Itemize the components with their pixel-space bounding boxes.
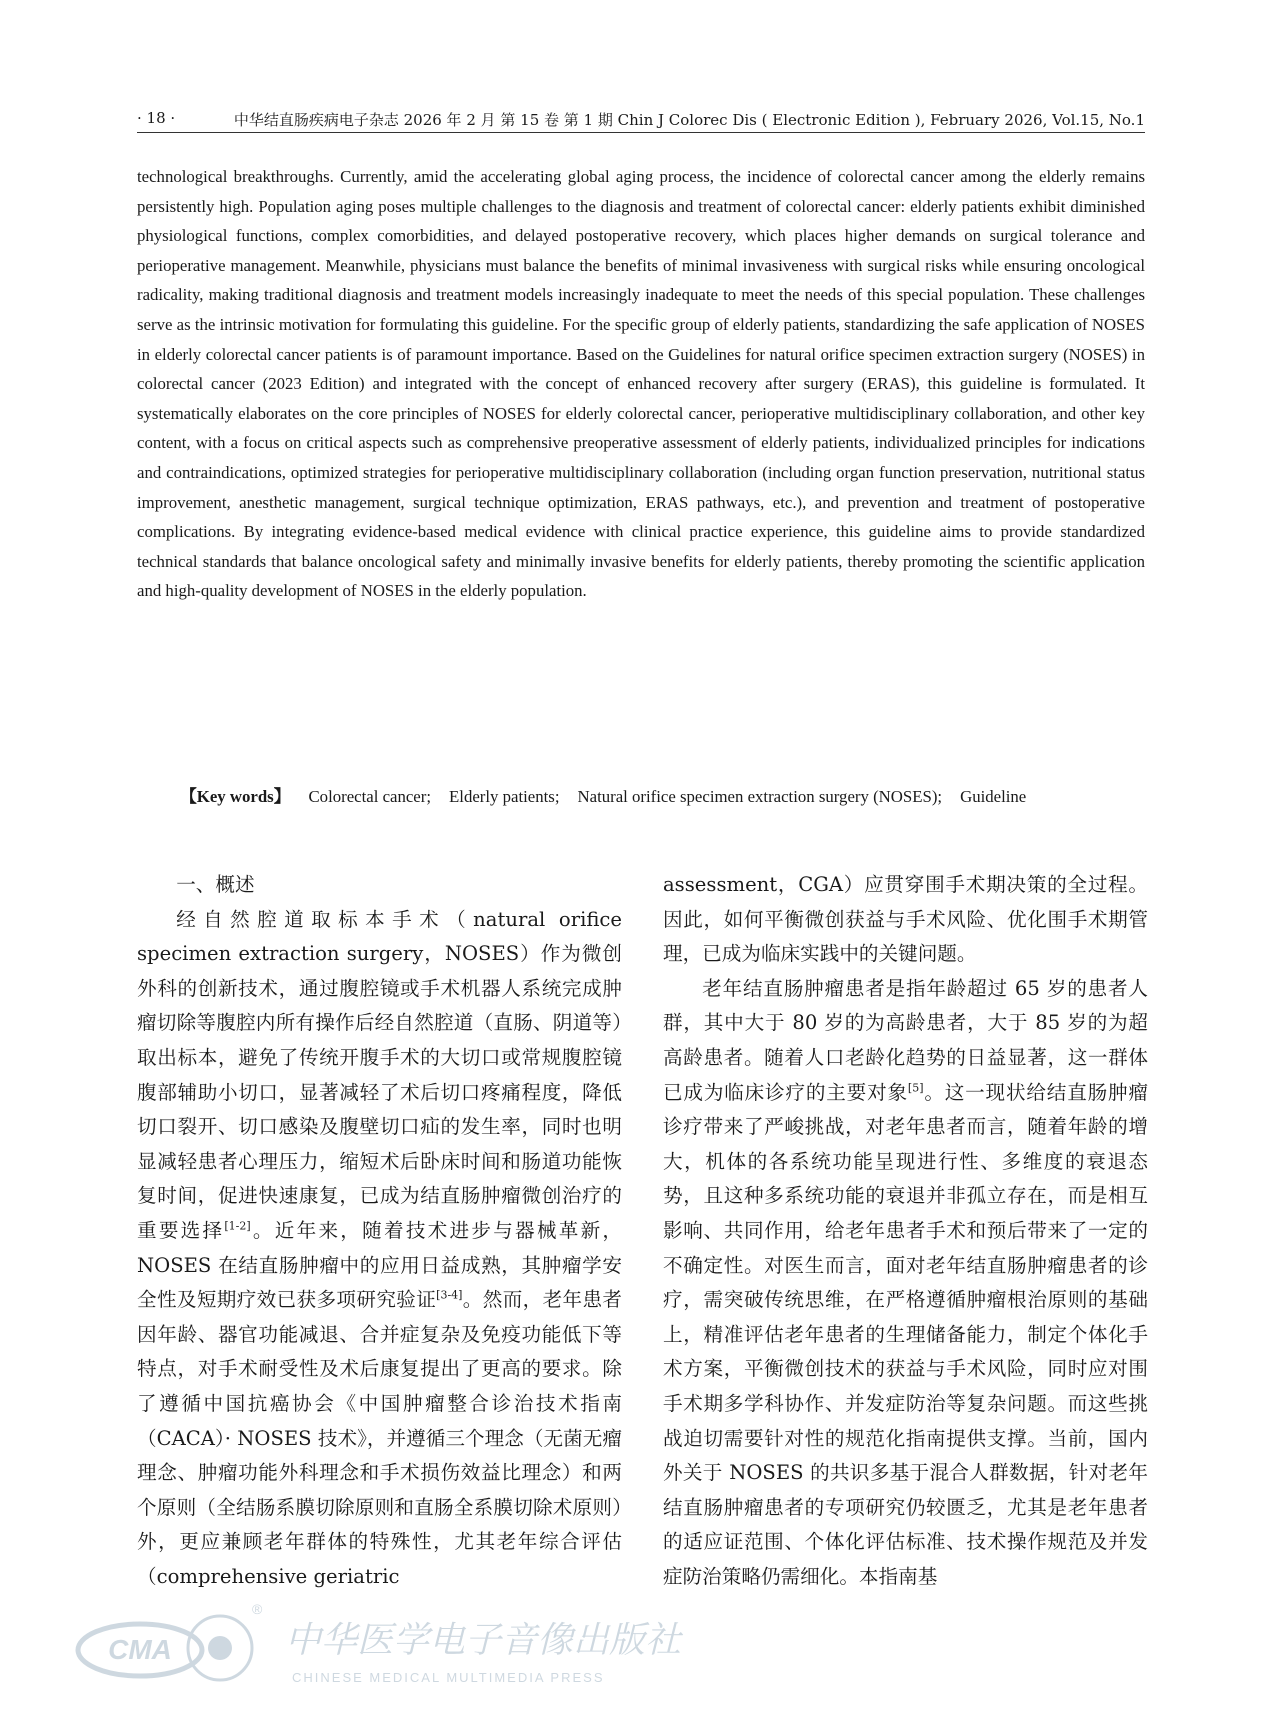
body-paragraph	[137, 903, 622, 1595]
publisher-logo	[70, 1600, 682, 1692]
logo-text: CMA	[108, 1634, 172, 1665]
keyword-term: ; Natural orifice specimen extraction surgery (NOSES)	[573, 787, 938, 806]
journal-citation: 中华结直肠疾病电子杂志 2026 年 2 月 第 15 卷 第 1 期 Chin J Colorec Dis ( Electronic Edition ), February 2026, Vol.15, No.1	[233, 111, 1145, 129]
body-column-left	[137, 868, 622, 1594]
paragraph-text: 。近年来，随着技术进步与器械革新，NOSES 在结直肠肿瘤中的应用日益成熟，其肿瘤学安全性及短期疗效已获多项研究验证	[137, 1218, 623, 1312]
paragraph-text: 。然而，老年患者因年龄、器官功能减退、合并症复杂及免疫功能低下等特点，对手术耐受性及术后康复提出了更高的要求。除了遵循中国抗癌协会《中国肿瘤整合诊治技术指南（CACA）· NOSES 技术》，并遵循三个理念（无菌无瘤理念、肿瘤功能外科理念和手术损伤效益比理念）和两个原则（全结肠系膜切除原则和直肠全系膜切除术原则）外，更应兼顾老年群体的特殊性，尤其老年综合评估（comprehensive geriatric	[137, 1288, 623, 1588]
section-heading: 一、概述	[176, 873, 255, 896]
citation[interactable]: [3-4]	[436, 1288, 463, 1302]
paragraph-text: 经自然腔道取标本手术（natural orifice specimen extraction surgery，NOSES）作为微创外科的创新技术，通过腹腔镜或手术机器人系统完成肿瘤切除等腹腔内所有操作后经自然腔道（直肠、阴道等）取出标本，避免了传统开腹手术的大切口或常规腹腔镜腹部辅助小切口，显著减轻了术后切口疼痛程度，降低切口裂开、切口感染及腹壁切口疝的发生率，同时也明显减轻患者心理压力，缩短术后卧床时间和肠道功能恢复时间，促进快速康复，已成为结直肠肿瘤微创治疗的重要选择	[137, 907, 622, 1242]
cma-emblem-icon	[78, 1601, 263, 1680]
paragraph-text: 。这一现状给结直肠肿瘤诊疗带来了严峻挑战，对老年患者而言，随着年龄的增大，机体的各系统功能呈现进行性、多维度的衰退态势，且这种多系统功能的衰退并非孤立存在，而是相互影响、共同作用，给老年患者手术和预后带来了一定的不确定性。对医生而言，面对老年结直肠肿瘤患者的诊疗，需突破传统思维，在严格遵循肿瘤根治原则的基础上，精准评估老年患者的生理储备能力，制定个体化手术方案，平衡微创技术的获益与手术风险，同时应对围手术期多学科协作、并发症防治等复杂问题。而这些挑战迫切需要针对性的规范化指南提供支撑。当前，国内外关于 NOSES 的共识多基于混合人群数据，针对老年结直肠肿瘤患者的专项研究仍较匮乏，尤其是老年患者的适应证范围、个体化评估标准、技术操作规范及并发症防治策略仍需细化。本指南基	[663, 1080, 1149, 1588]
keyword-term: ; Elderly patients	[444, 787, 554, 806]
paragraph-text: 老年结直肠肿瘤患者是指年龄超过 65 岁的患者人群，其中大于 80 岁的为高龄患者，大于 85 岁的为超高龄患者。随着人口老龄化趋势的日益显著，这一群体已成为临床诊疗的主要对象	[663, 976, 1148, 1104]
keywords	[137, 782, 1145, 812]
body-paragraph-continued: assessment，CGA）应贯穿围手术期决策的全过程。因此，如何平衡微创获益与手术风险、优化围手术期管理，已成为临床实践中的关键问题。	[663, 873, 1148, 966]
keyword-term: Colorectal cancer	[308, 787, 427, 806]
body-column-right	[663, 868, 1148, 1594]
page-number: · 18 ·	[137, 109, 176, 127]
registered-mark: ®	[252, 1601, 263, 1617]
keywords-label: 【Key words】	[180, 787, 291, 806]
citation[interactable]: [5]	[907, 1081, 924, 1095]
keyword-term: ; Guideline	[955, 787, 1026, 806]
body-paragraph	[663, 972, 1148, 1595]
citation[interactable]: [1-2]	[224, 1219, 251, 1233]
publisher-name-en: CHINESE MEDICAL MULTIMEDIA PRESS	[292, 1670, 605, 1685]
publisher-name-cn: 中华医学电子音像出版社	[285, 1620, 682, 1661]
running-head	[137, 106, 1145, 133]
abstract-text: technological breakthroughs. Currently, amid the accelerating global aging process, the incidence of colorectal cancer among the elderly remains persistently high. Population aging poses multiple challenges to the diagnosis and treatment of colorectal cancer: elderly patients exhibit diminished physiological functions, complex comorbidities, and delayed postoperative recovery, which places higher demands on surgical tolerance and perioperative management. Meanwhile, physicians must balance the benefits of minimal invasiveness with surgical risks while ensuring oncological radicality, making traditional diagnosis and treatment models increasingly inadequate to meet the needs of this special population. These challenges serve as the intrinsic motivation for formulating this guideline. For the specific group of elderly patients, standardizing the safe application of NOSES in elderly colorectal cancer patients is of paramount importance. Based on the Guidelines for natural orifice specimen extraction surgery (NOSES) in colorectal cancer (2023 Edition) and integrated with the concept of enhanced recovery after surgery (ERAS), this guideline is formulated. It systematically elaborates on the core principles of NOSES for elderly colorectal cancer, perioperative multidisciplinary collaboration, and other key content, with a focus on critical aspects such as comprehensive preoperative assessment of elderly patients, individualized principles for indications and contraindications, optimized strategies for perioperative multidisciplinary collaboration (including organ function preservation, nutritional status improvement, anesthetic management, surgical technique optimization, ERAS pathways, etc.), and prevention and treatment of postoperative complications. By integrating evidence-based medical evidence with clinical practice experience, this guideline aims to provide standardized technical standards that balance oncological safety and minimally invasive benefits for elderly patients, thereby promoting the scientific application and high-quality development of NOSES in the elderly population.	[137, 167, 1145, 601]
